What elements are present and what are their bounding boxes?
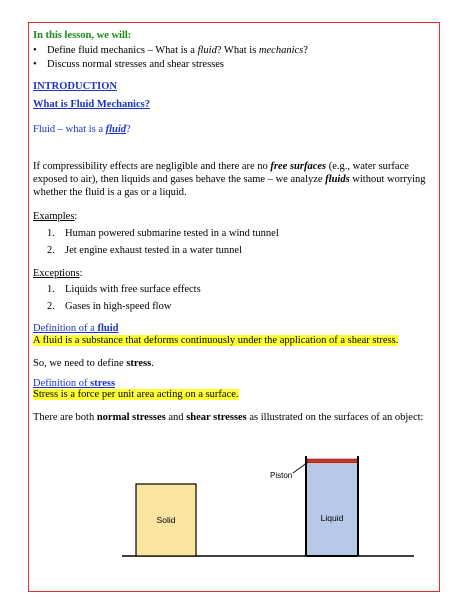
list-number: 1.	[47, 228, 55, 239]
stress-definition-text: Stress is a force per unit area acting on a surface.	[33, 389, 239, 400]
bullet-text: Define fluid mechanics – What is a	[47, 45, 198, 56]
bullet-em: mechanics	[258, 45, 304, 56]
exception-text: Gases in high-speed flow	[65, 301, 172, 312]
stress-definition-prefix: Definition of	[33, 378, 91, 389]
fluid-question-suffix: ?	[126, 124, 131, 135]
exceptions-colon: :	[79, 268, 83, 279]
bullet-dot-icon: •	[33, 59, 37, 70]
piston-label: Piston	[270, 471, 293, 480]
fluid-definition-bold: fluid	[97, 323, 119, 334]
stress-intro-prefix: So, we need to define	[33, 358, 127, 369]
stress-intro-suffix: .	[151, 358, 154, 369]
paragraph-text: (e.g., water surface exposed to air), then liquids and gases behave the same – we analyze	[33, 161, 409, 185]
paragraph-em: free surfaces	[270, 161, 327, 172]
bullet-text: ? What is	[216, 45, 259, 56]
closing-bold: normal stresses	[96, 412, 166, 423]
fluid-question-prefix: Fluid – what is a	[33, 124, 106, 135]
stress-intro-bold: stress	[126, 358, 152, 369]
closing-text: and	[165, 412, 187, 423]
paragraph-text: If compressibility effects are negligible and there are no	[33, 161, 271, 172]
example-text: Human powered submarine tested in a wind tunnel	[65, 228, 279, 239]
closing-text: as illustrated on the surfaces of an object:	[246, 412, 424, 423]
closing-bold: shear stresses	[186, 412, 247, 423]
fluid-definition-text: A fluid is a substance that deforms continuously under the application of a shear stress.	[33, 335, 399, 346]
example-text: Jet engine exhaust tested in a water tunnel	[65, 245, 242, 256]
bullet-em: fluid	[197, 45, 217, 56]
solid-label: Solid	[156, 515, 176, 525]
exceptions-heading-text: Exceptions	[33, 268, 80, 279]
closing-text: There are both	[33, 412, 97, 423]
examples-heading-text: Examples	[33, 211, 75, 222]
exception-text: Liquids with free surface effects	[65, 284, 201, 295]
lesson-heading: In this lesson, we will:	[33, 30, 132, 41]
bullet-text: Discuss normal stresses and shear stresses	[47, 59, 225, 70]
examples-colon: :	[74, 211, 78, 222]
list-number: 2.	[47, 245, 55, 256]
liquid-label: Liquid	[320, 513, 344, 523]
bullet-dot-icon: •	[33, 45, 37, 56]
fluid-question-em: fluid	[105, 124, 127, 135]
list-number: 2.	[47, 301, 55, 312]
introduction-heading: INTRODUCTION	[33, 81, 118, 92]
paragraph-em: fluids	[325, 174, 350, 185]
fluid-mechanics-subheading: What is Fluid Mechanics?	[33, 99, 150, 110]
fluid-definition-prefix: Definition of a	[33, 323, 98, 334]
paragraph-text: without worrying whether the fluid is a gas or a liquid.	[33, 174, 426, 198]
list-number: 1.	[47, 284, 55, 295]
liquid-fill	[306, 464, 358, 556]
piston	[307, 459, 357, 463]
bullet-text: ?	[303, 45, 308, 56]
stress-definition-bold: stress	[90, 378, 116, 389]
